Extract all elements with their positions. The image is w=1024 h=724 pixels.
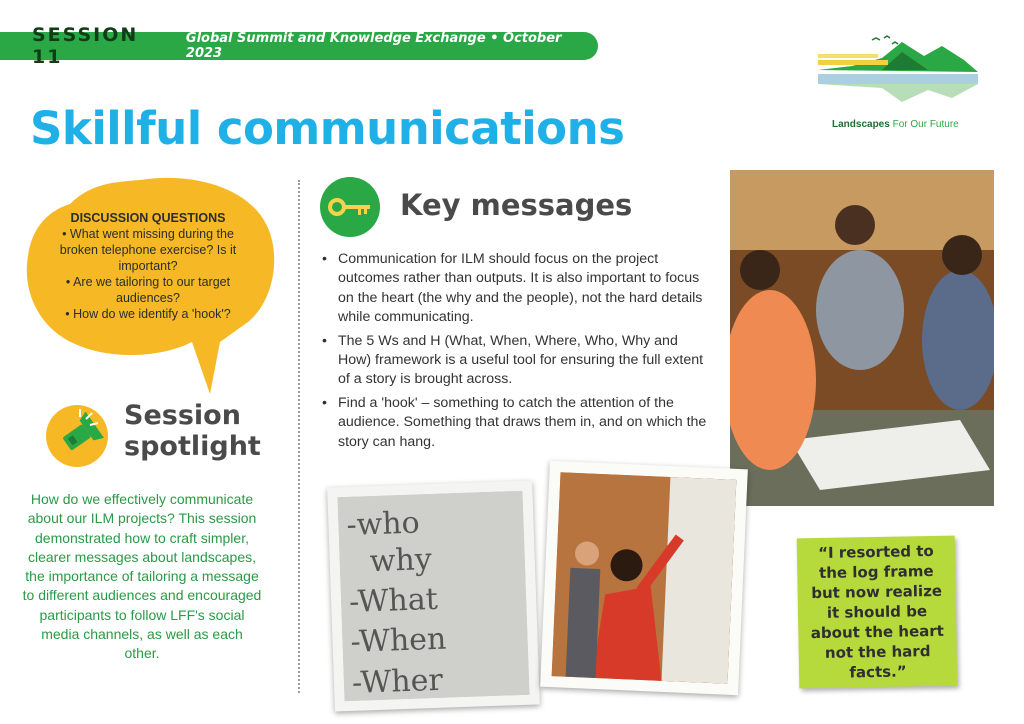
workshop-group-photo: [730, 170, 994, 506]
board-word: -who: [345, 505, 421, 543]
discussion-heading: DISCUSSION QUESTIONS: [70, 211, 226, 225]
flipchart-image: [552, 472, 737, 683]
board-word: why: [369, 542, 433, 580]
quote-text: “I resorted to the log frame but now realize it should be about the heart not the hard facts.”: [810, 542, 945, 682]
logo-text-rest: For Our Future: [889, 119, 959, 130]
page-title: Skillful communications: [30, 102, 625, 155]
discussion-item: • Are we tailoring to our target audiences?: [65, 275, 231, 305]
logo-text-bold: Landscapes: [832, 119, 890, 130]
spotlight-title: [124, 400, 261, 462]
flipchart-photo: [540, 461, 748, 695]
discussion-item: • How do we identify a 'hook'?: [65, 307, 231, 321]
quote-sticky-note: [797, 536, 958, 689]
key-messages-list: [322, 250, 714, 456]
spotlight-title-line1: Session: [124, 400, 241, 431]
list-item: • Communication for ILM should focus on the project outcomes rather than outputs. It is also important to focus on the heart (the why and the people), not the hard details while communicating.: [322, 250, 714, 328]
board-word: -What: [348, 581, 439, 620]
discussion-item: • What went missing during the broken telephone exercise? Is it important?: [59, 227, 237, 273]
session-banner: [0, 24, 598, 68]
logo-text: [832, 119, 959, 130]
list-item: • Find a 'hook' – something to catch the attention of the audience. Something that draws them in, and on which the story can hang.: [322, 394, 714, 452]
column-divider: [298, 180, 300, 693]
session-label: SESSION 11: [32, 24, 139, 68]
key-icon: [320, 177, 380, 237]
session-subtitle: Global Summit and Knowledge Exchange • October 2023: [185, 31, 562, 61]
discussion-questions: [50, 210, 246, 322]
board-word: -When: [349, 621, 447, 660]
board-word: -Wher: [351, 662, 444, 701]
spotlight-title-line2: spotlight: [124, 431, 261, 462]
key-messages-title: Key messages: [400, 188, 633, 222]
spotlight-body: How do we effectively communicate about our ILM projects? This session demonstrated how to craft simpler, clearer messages about landscapes, the importance of tailoring a message to different audiences and encouraged participants to follow LFF's social media channels, as well as each other.: [22, 491, 262, 662]
landscape-logo-icon: [812, 30, 982, 120]
flashlight-icon: [46, 405, 108, 467]
whiteboard-image: [337, 491, 529, 701]
whiteboard-photo: [327, 480, 540, 711]
list-item: • The 5 Ws and H (What, When, Where, Who, Why and How) framework is a useful tool for ensuring the full extent of a story is brought across.: [322, 332, 714, 390]
